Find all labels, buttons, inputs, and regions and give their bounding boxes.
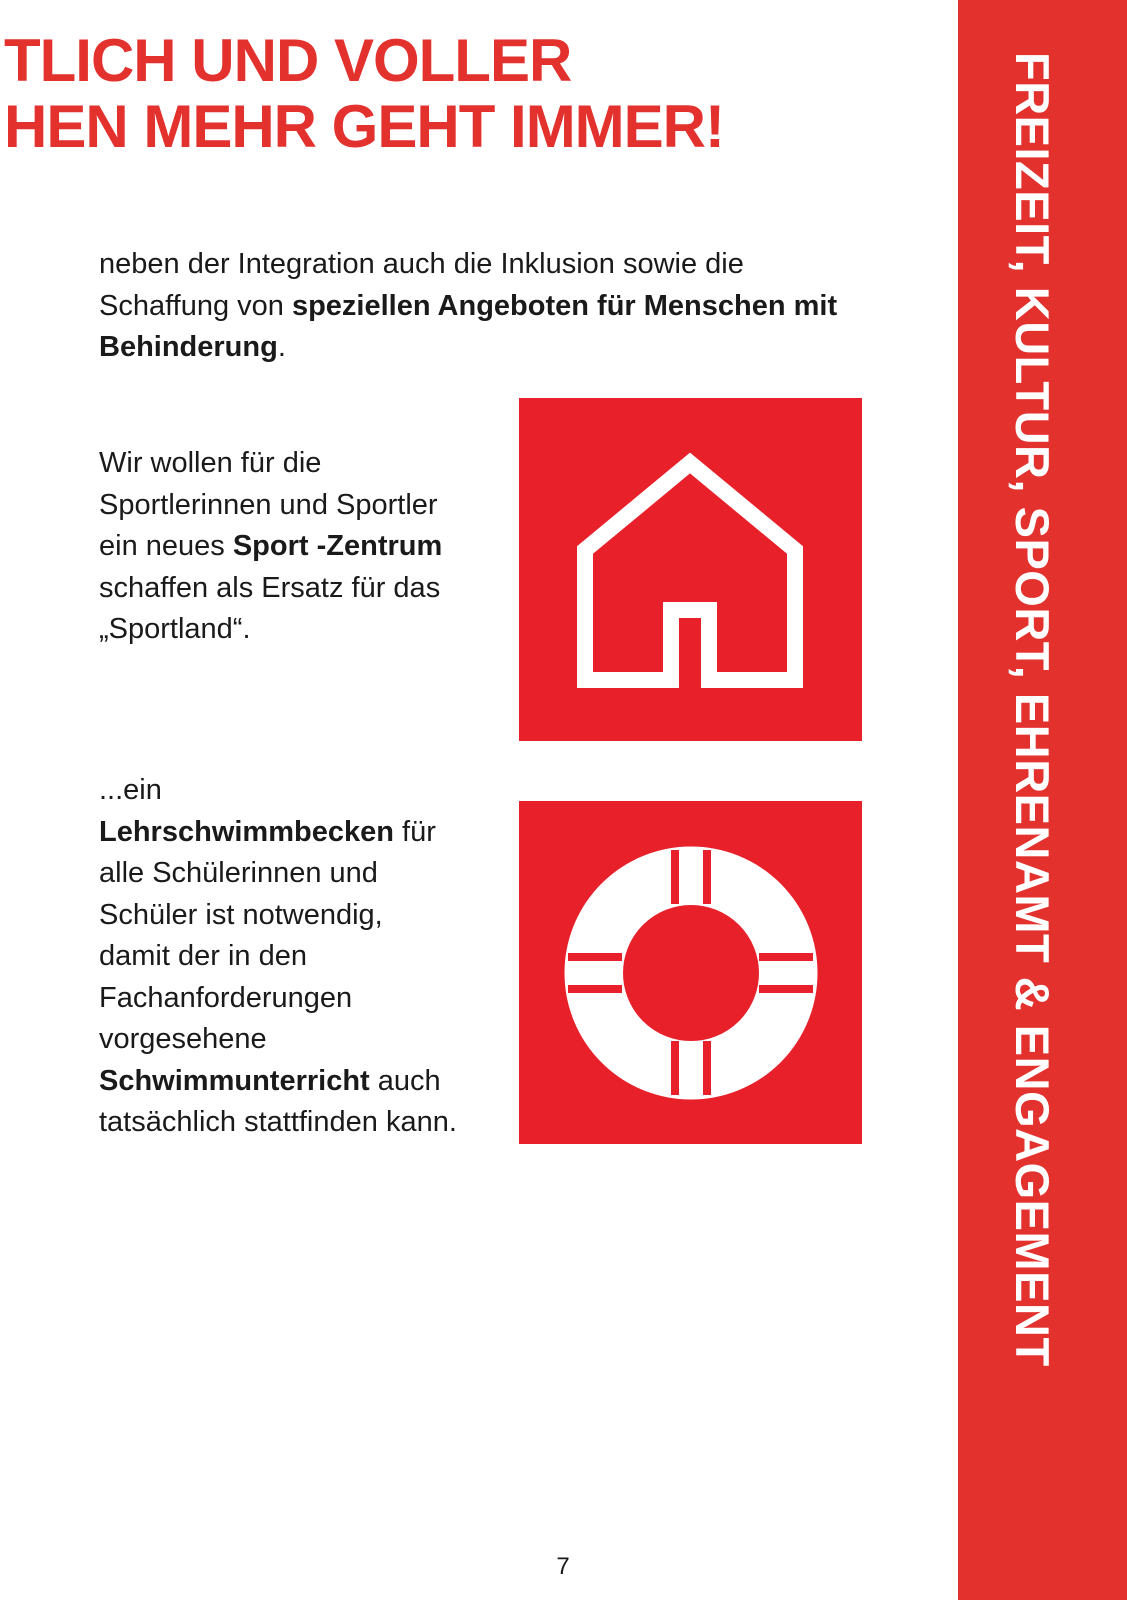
- paragraph-inclusion: [99, 244, 879, 369]
- paragraph-1-text-2: .: [277, 331, 286, 363]
- paragraph-2-text-1: Wir wollen für die Sportlerinnen und Sportler ein neues: [99, 447, 438, 562]
- paragraph-3-bold-2: Schwimmunterricht: [99, 1064, 370, 1097]
- paragraph-3-text-3: auch tatsächlich stattfinden kann.: [99, 1064, 457, 1138]
- house-icon-tile: [519, 398, 862, 741]
- lifebuoy-icon-tile: [519, 801, 862, 1144]
- section-title: FREIZEIT, KULTUR, SPORT, EHRENAMT & ENGAGEMENT: [1006, 52, 1059, 1367]
- paragraph-2-bold-1: Sport -Zentrum: [232, 530, 443, 562]
- paragraph-sport-center: [99, 443, 459, 651]
- headline-line-1: TLICH UND VOLLER: [4, 27, 572, 94]
- paragraph-3-bold-1: Lehrschwimmbecken: [99, 815, 394, 848]
- paragraph-1-bold-1: speziellen Angeboten für Menschen mit Behinderung: [99, 289, 838, 363]
- headline-line-2: HEN MEHR GEHT IMMER!: [4, 93, 724, 160]
- page-number: 7: [556, 1553, 570, 1580]
- house-icon: [519, 398, 862, 741]
- headline: [4, 28, 724, 160]
- paragraph-3-text-2: für alle Schülerinnen und Schüler ist notwendig, damit der in den Fachanforderungen vorgesehene: [99, 815, 436, 1055]
- paragraph-1-text-1: neben der Integration auch die Inklusion sowie die Schaffung von: [99, 248, 744, 322]
- lifebuoy-icon: [519, 801, 862, 1144]
- paragraph-3-text-1: ...ein: [99, 774, 162, 806]
- paragraph-2-text-2: schaffen als Ersatz für das „Sportland“.: [99, 571, 441, 645]
- paragraph-swimming-pool: [99, 770, 459, 1144]
